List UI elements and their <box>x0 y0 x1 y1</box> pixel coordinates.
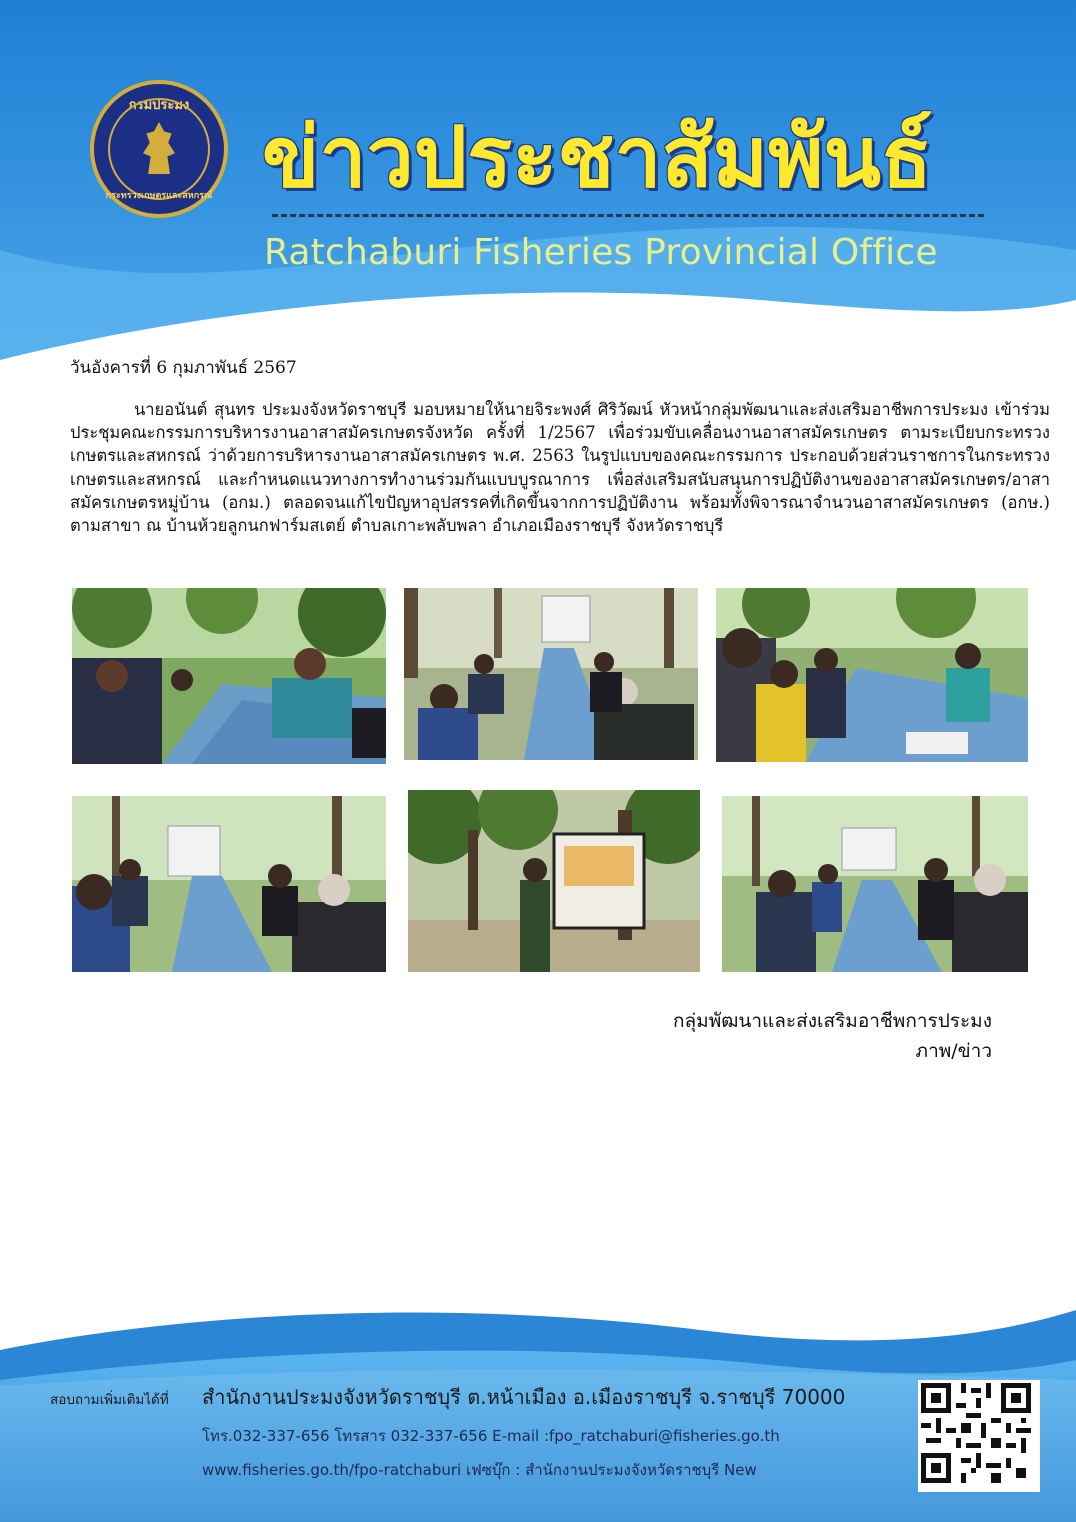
qr-code-icon <box>918 1380 1040 1492</box>
header-divider <box>272 214 984 217</box>
meeting-photo <box>722 796 1028 972</box>
department-logo <box>90 80 228 218</box>
credit-group: กลุ่มพัฒนาและส่งเสริมอาชีพการประมง <box>673 1010 992 1032</box>
meeting-photo <box>404 588 698 760</box>
meeting-photo <box>72 588 386 764</box>
newsletter-title: ข่าวประชาสัมพันธ์ <box>262 108 933 206</box>
article-date: วันอังคารที่ 6 กุมภาพันธ์ 2567 <box>70 358 297 378</box>
credit-role: ภาพ/ข่าว <box>915 1040 992 1062</box>
meeting-photo <box>716 588 1028 762</box>
footer-contact-line: โทร.032-337-656 โทรสาร 032-337-656 E-mail :fpo_ratchaburi@fisheries.go.th <box>202 1427 780 1445</box>
article-body <box>70 398 1050 537</box>
footer-contact-lead: สอบถามเพิ่มเติมได้ที่ <box>50 1392 169 1408</box>
logo-text-bottom: กระทรวงเกษตรและสหกรณ์ <box>105 191 213 201</box>
footer-office-address: สำนักงานประมงจังหวัดราชบุรี ต.หน้าเมือง อ.เมืองราชบุรี จ.ราชบุรี 70000 <box>202 1385 846 1409</box>
logo-text-top: กรมประมง <box>128 98 190 113</box>
article-body-text: นายอนันต์ สุนทร ประมงจังหวัดราชบุรี มอบหมายให้นายจิระพงศ์ ศิริวัฒน์ หัวหน้ากลุ่มพัฒนาและส่งเสริมอาชีพการประมง เข้าร่วมประชุมคณะกรรมการบริหารงานอาสาสมัครเกษตรจังหวัด ครั้งที่ 1/2567 เพื่อร่วมขับเคลื่อนงานอาสาสมัครเกษตร ตามระเบียบกระทรวงเกษตรและสหกรณ์ ว่าด้วยการบริหารงานอาสาสมัครเกษตร พ.ศ. 2563 ในรูปแบบของคณะกรรมการ ประกอบด้วยส่วนราชการในกระทรวงเกษตรและสหกรณ์ และกำหนดแนวทางการทำงานร่วมกันแบบบูรณาการ เพื่อส่งเสริมสนับสนุนการปฏิบัติงานของอาสาสมัครเกษตร/อาสาสมัครเกษตรหมู่บ้าน (อกม.) ตลอดจนแก้ไขปัญหาอุปสรรคที่เกิดขึ้นจากการปฏิบัติงาน พร้อมทั้งพิจารณาจำนวนอาสาสมัครเกษตร (อกษ.) ตามสาขา ณ บ้านห้วยลูกนกฟาร์มสเตย์ ตำบลเกาะพลับพลา อำเภอเมืองราชบุรี จังหวัดราชบุรี <box>70 400 1050 536</box>
meeting-photo <box>72 796 386 972</box>
office-name-english: Ratchaburi Fisheries Provincial Office <box>264 232 938 273</box>
meeting-photo <box>408 790 700 972</box>
footer-web-line: www.fisheries.go.th/fpo-ratchaburi เฟซบุ๊ก : สำนักงานประมงจังหวัดราชบุรี New <box>202 1461 757 1479</box>
